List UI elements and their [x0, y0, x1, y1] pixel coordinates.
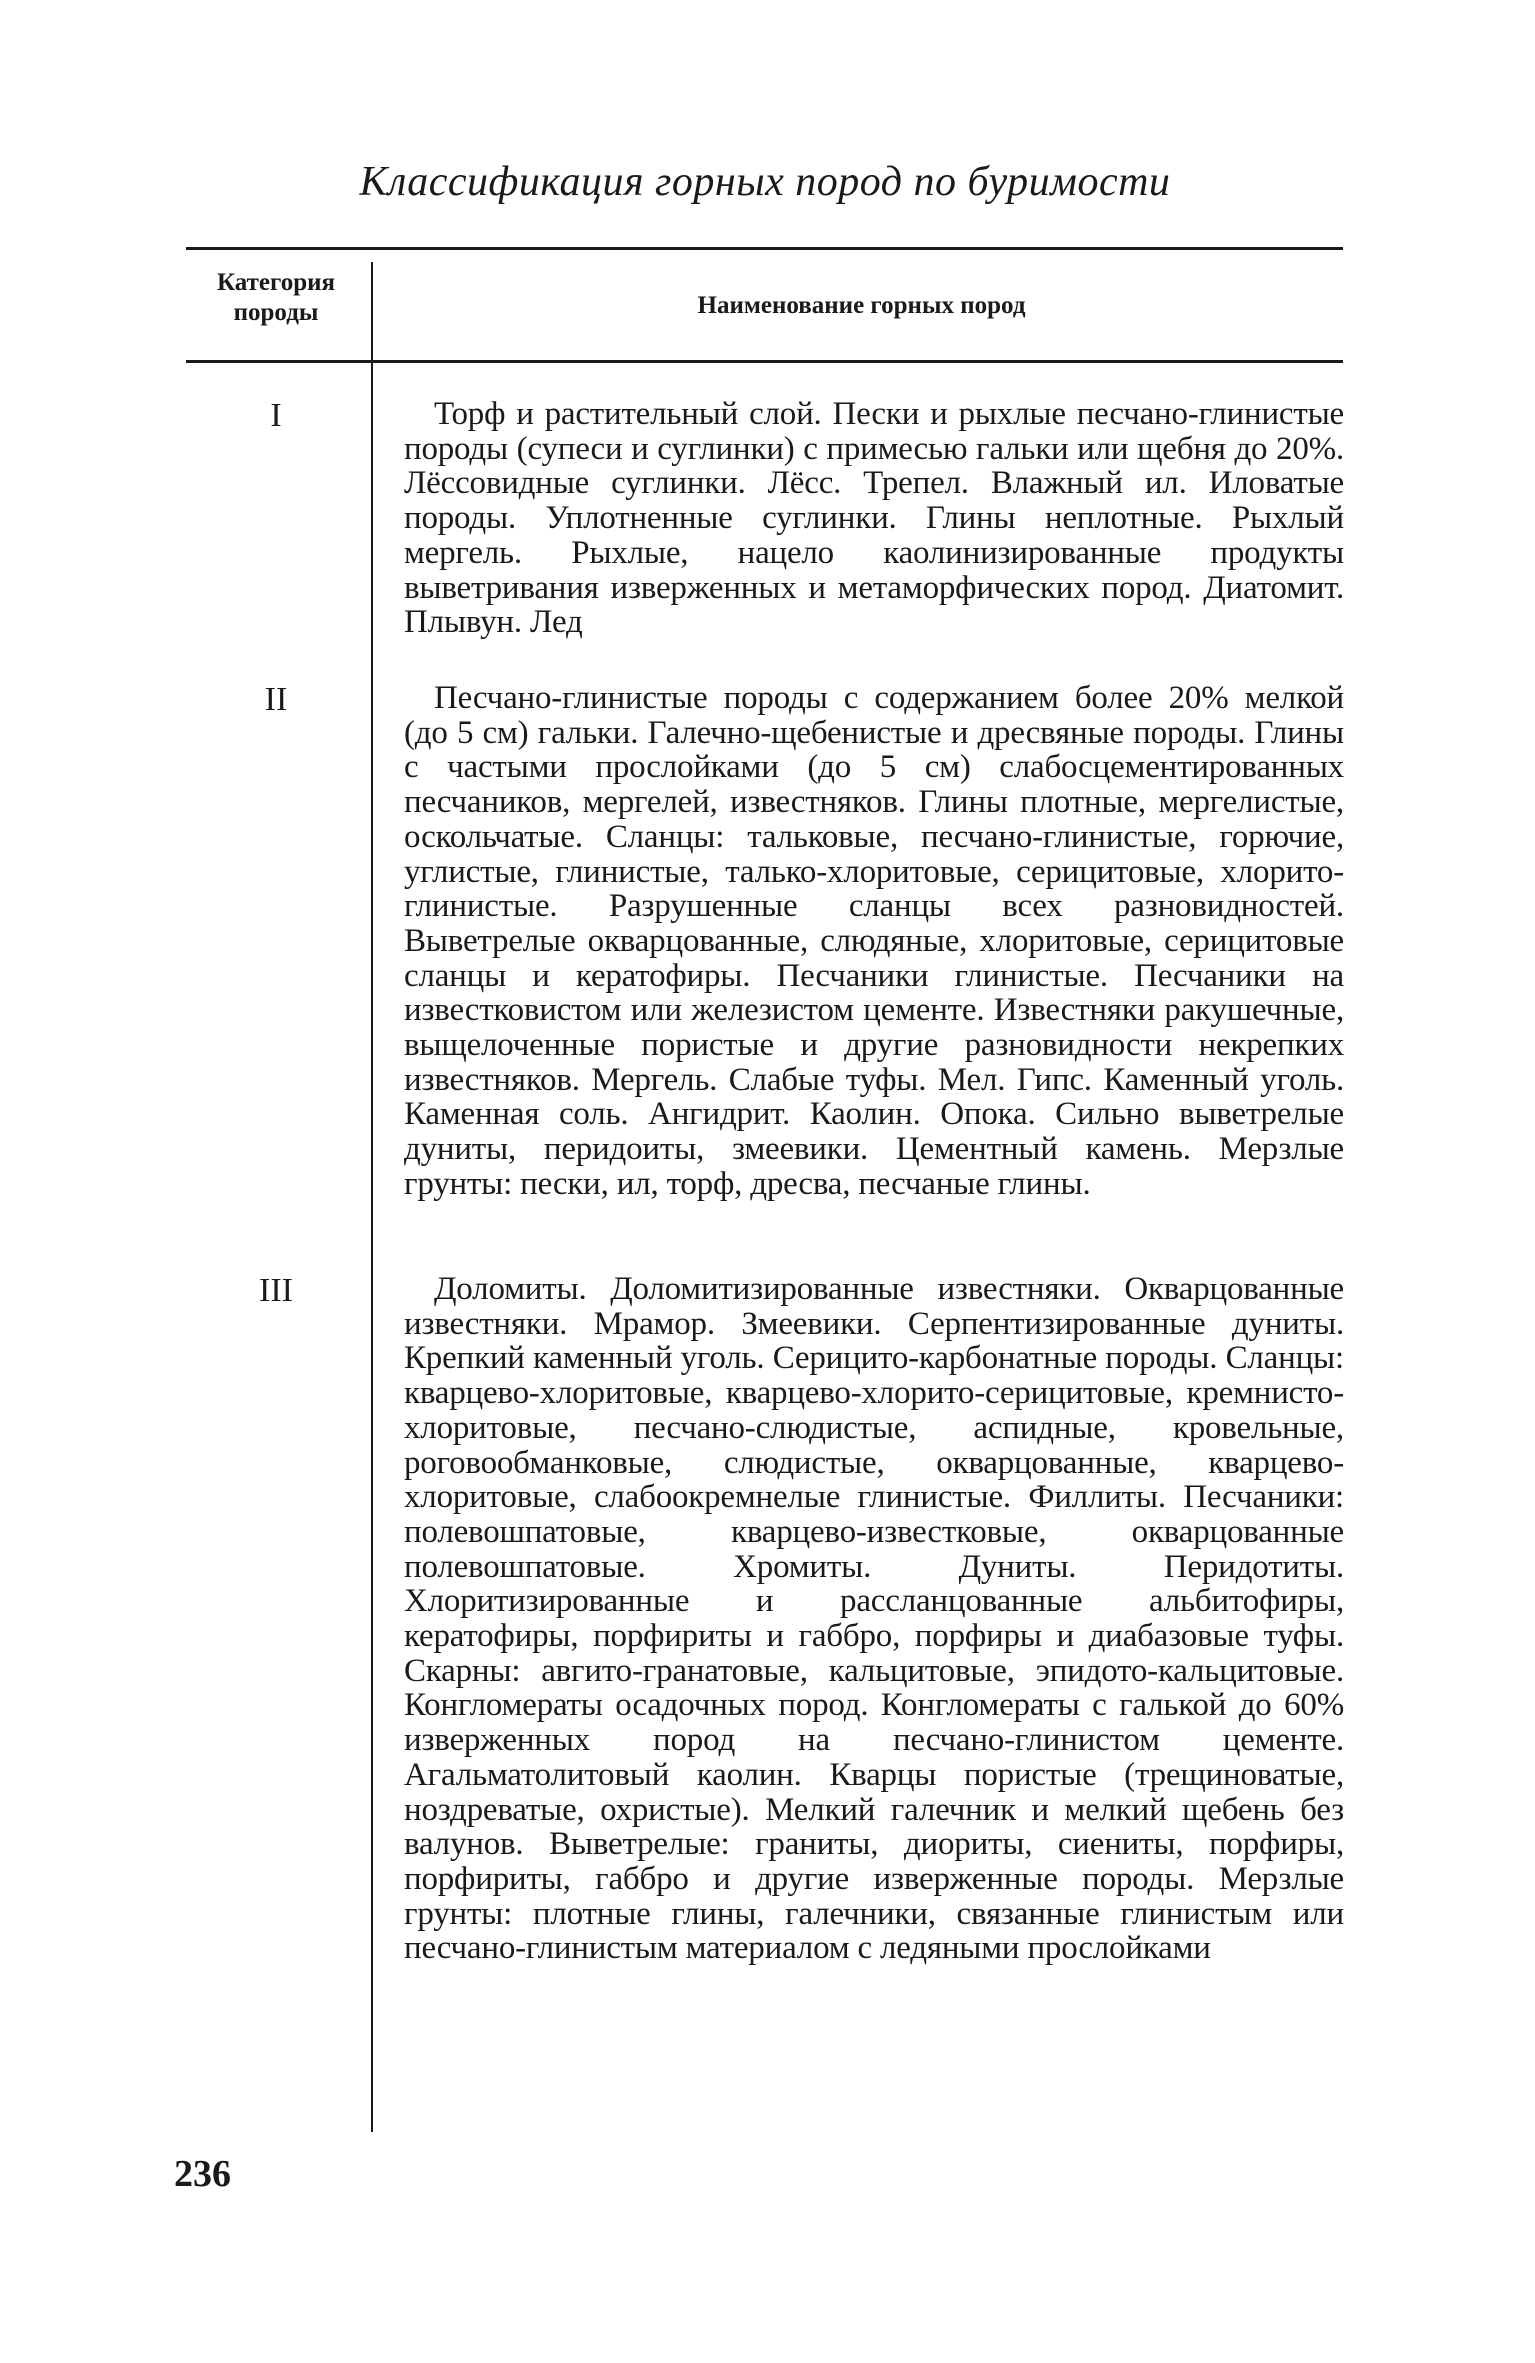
page-number: 236 [174, 2153, 231, 2195]
rock-description: Торф и растительный слой. Пески и рыхлые песчано-глинистые породы (супеси и суглинки) с примесью гальки или щебня до 20%. Лёссовидные суглинки. Лёсс. Трепел. Влажный ил. Иловатые породы. Уплотненные суглинки. Глины неплотные. Рыхлый мергель. Рыхлые, нацело каолинизированные продукты выветривания изверженных и метаморфических пород. Диатомит. Плывун. Лед [404, 396, 1344, 641]
category-label: I [270, 397, 282, 434]
category-label: III [259, 1272, 293, 1309]
header-category: Категория породы [216, 269, 336, 326]
category-label: II [264, 681, 288, 718]
table-title: Классификация горных пород по буримости [359, 159, 1171, 205]
table-top-rule [186, 247, 1343, 250]
header-rock-name: Наименование горных пород [697, 292, 1026, 319]
table-header-rule [186, 360, 1343, 363]
rock-description: Песчано-глинистые породы с содержанием более 20% мелкой (до 5 см) гальки. Галечно-щебенистые и дресвяные породы. Глины с частыми прослойками (до 5 см) слабосцементированных песчаников, мергелей, известняков. Глины плотные, мергелистые, оскольчатые. Сланцы: тальковые, песчано-глинистые, горючие, углистые, глинистые, талько-хлоритовые, серицитовые, хлорито-глинистые. Разрушенные сланцы всех разновидностей. Выветрелые окварцованные, слюдяные, хлоритовые, серицитовые сланцы и кератофиры. Песчаники глинистые. Песчаники на известковистом или железистом цементе. Известняки ракушечные, выщелоченные пористые и другие разновидности некрепких известняков. Мергель. Слабые туфы. Мел. Гипс. Каменный уголь. Каменная соль. Ангидрит. Каолин. Опока. Сильно выветрелые дуниты, перидоиты, змеевики. Цементный камень. Мерзлые грунты: пески, ил, торф, дресва, песчаные глины. [404, 680, 1344, 1202]
rock-description: Доломиты. Доломитизированные известняки. Окварцованные известняки. Мрамор. Змеевики. Серпентизированные дуниты. Крепкий каменный уголь. Серицито-карбонатные породы. Сланцы: кварцево-хлоритовые, кварцево-хлорито-серицитовые, кремнисто-хлоритовые, песчано-слюдистые, аспидные, кровельные, роговообманковые, слюдистые, окварцованные, кварцево-хлоритовые, слабоокремнелые глинистые. Филлиты. Песчаники: полевошпатовые, кварцево-известковые, окварцованные полевошпатовые. Хромиты. Дуниты. Перидотиты. Хлоритизированные и рассланцованные альбитофиры, кератофиры, порфириты и габбро, порфиры и диабазовые туфы. Скарны: авгито-гранатовые, кальцитовые, эпидото-кальцитовые. Конгломераты осадочных пород. Конгломераты с галькой до 60% изверженных пород на песчано-глинистом цементе. Агальматолитовый каолин. Кварцы пористые (трещиноватые, ноздреватые, охристые). Мелкий галечник и мелкий щебень без валунов. Выветрелые: граниты, диориты, сиениты, порфиры, порфириты, габбро и другие изверженные породы. Мерзлые грунты: плотные глины, галечники, связанные глинистым или песчано-глинистым материалом с ледяными прослойками [404, 1271, 1344, 1967]
table-column-divider [371, 262, 373, 2132]
